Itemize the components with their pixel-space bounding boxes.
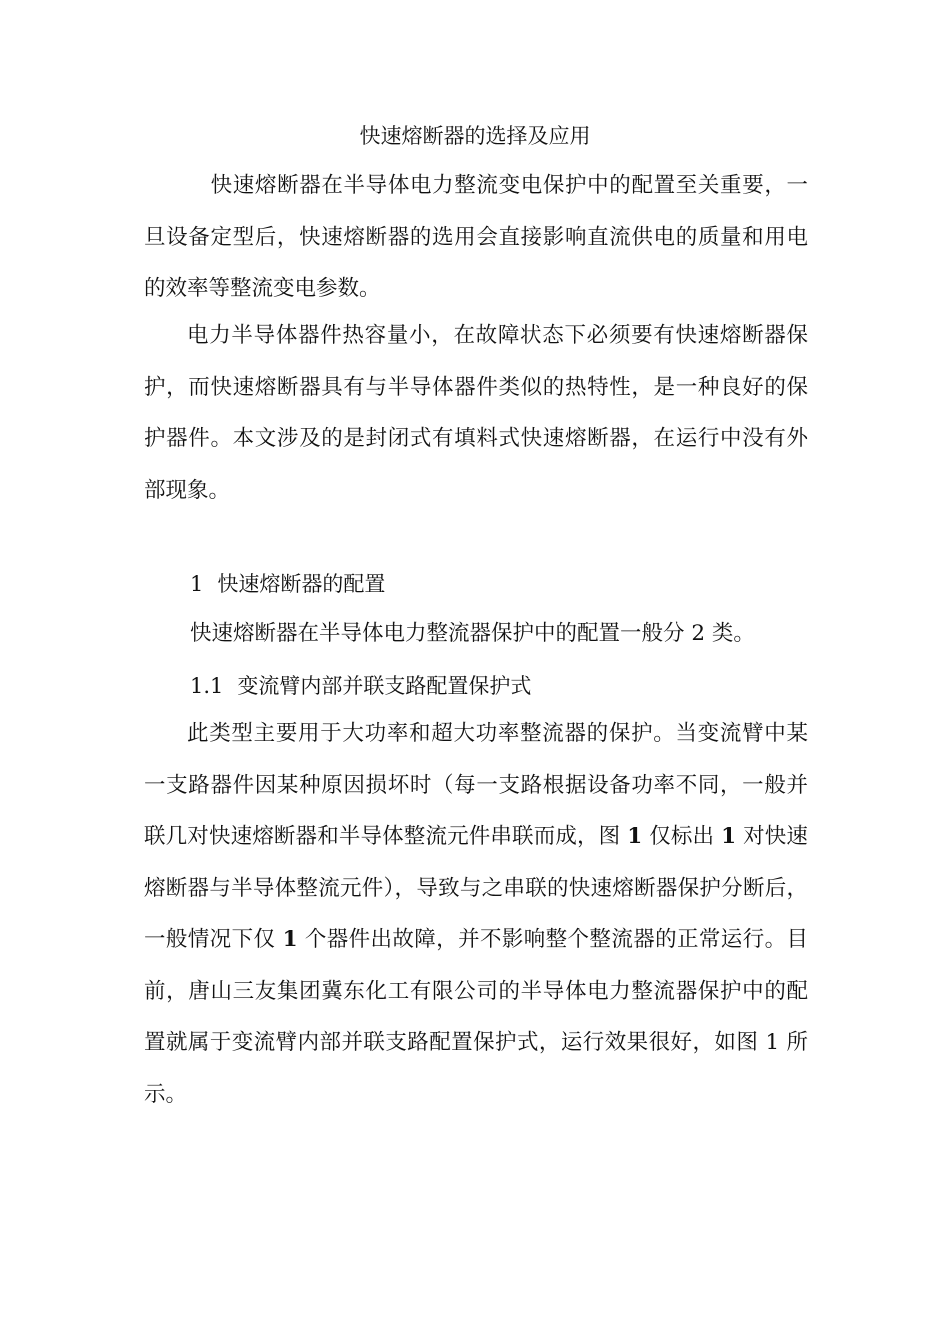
paragraph-intro: 快速熔断器在半导体电力整流变电保护中的配置至关重要，一旦设备定型后，快速熔断器的选用会直接影响直流供电的质量和用电的效率等整流变电参数。	[144, 173, 808, 301]
figure-number: 1	[627, 824, 643, 849]
text-run: 此类型主要用于大功率和超大功率整流器的保护。当变流臂中某一支路器件因某种原因损坏时（每一支路根据设备功率不同，一般并联几对快速熔断器和半导体整流元件串联而成，图	[144, 721, 808, 849]
count-number: 1	[282, 927, 298, 952]
section-heading-1	[190, 570, 385, 598]
section-number: 1	[190, 572, 204, 596]
section-number: 1.1	[190, 674, 224, 698]
document-title: 快速熔断器的选择及应用	[359, 124, 591, 148]
paragraph-config-types: 快速熔断器在半导体电力整流器保护中的配置一般分 2 类。	[190, 621, 755, 646]
count-number: 1	[721, 824, 737, 849]
section-heading-1-1	[190, 672, 531, 700]
paragraph-thermal: 电力半导体器件热容量小，在故障状态下必须要有快速熔断器保护，而快速熔断器具有与半导体器件类似的热特性，是一种良好的保护器件。本文涉及的是封闭式有填料式快速熔断器，在运行中没有外部现象。	[144, 323, 808, 503]
text-run: 仅标出	[649, 824, 715, 849]
paragraph-parallel-branch	[144, 708, 808, 1120]
text-run: 对快速熔断器与半导体整流元件），导致与之串联的快速熔断器保护分断后，一般情况下仅	[144, 824, 808, 952]
section-title: 变流臂内部并联支路配置保护式	[237, 674, 532, 698]
text-run: 个器件出故障，并不影响整个整流器的正常运行。目前，唐山三友集团冀东化工有限公司的半导体电力整流器保护中的配置就属于变流臂内部并联支路配置保护式，运行效果很好，如图 1 所示。	[144, 927, 808, 1107]
section-title: 快速熔断器的配置	[217, 572, 386, 596]
